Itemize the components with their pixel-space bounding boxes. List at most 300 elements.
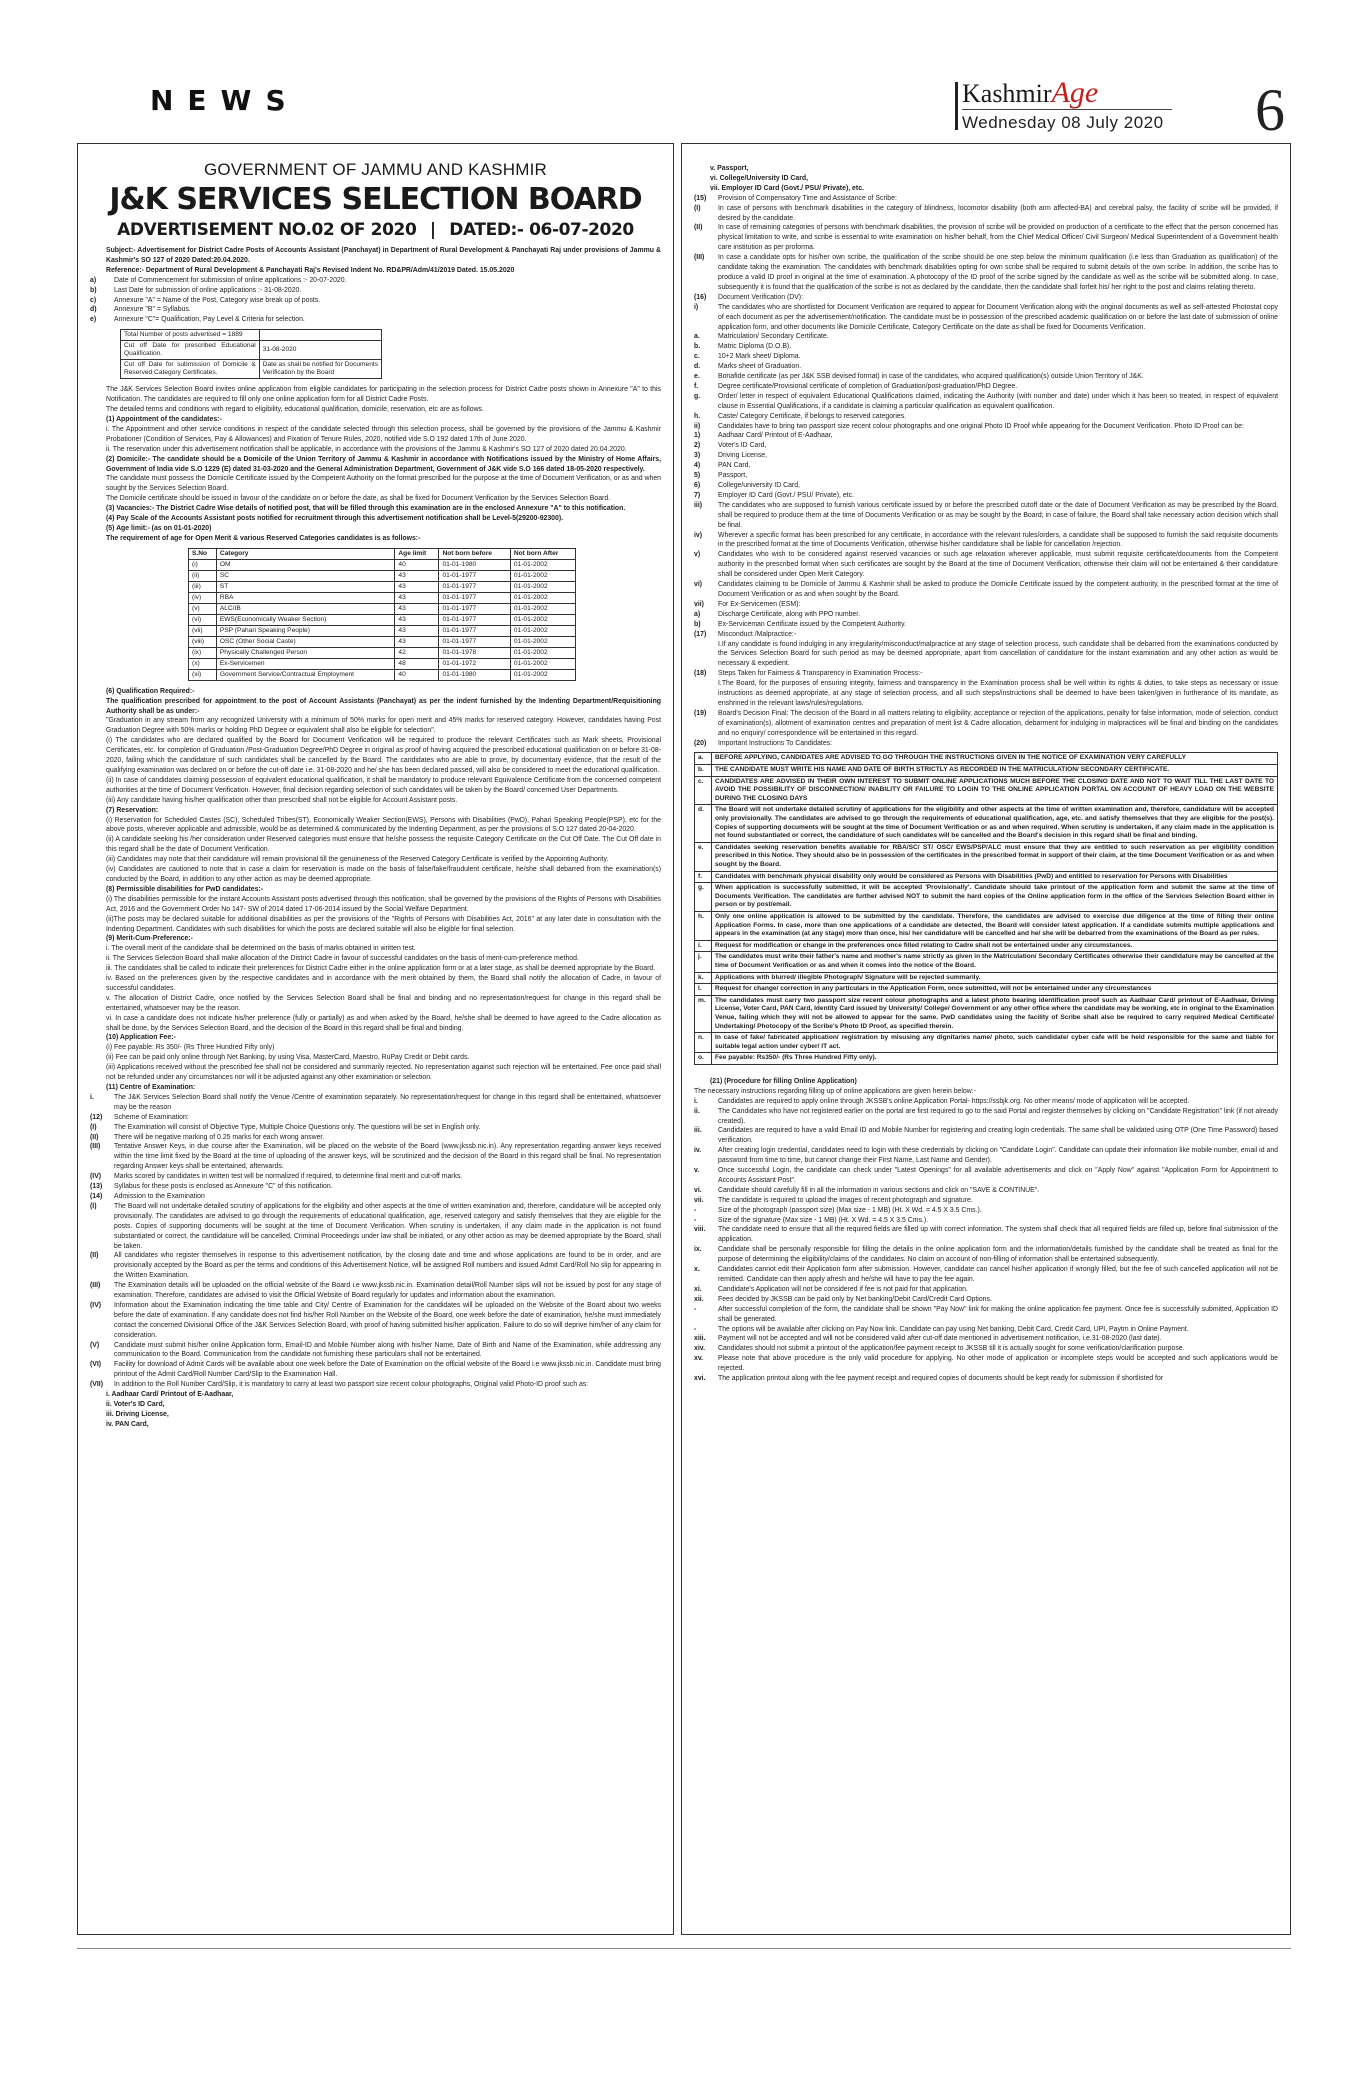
left-paragraph: (i) Fee payable: Rs 350/- (Rs Three Hundred Fifty only) (106, 1044, 275, 1052)
left-item (90, 1202, 661, 1252)
right-item-text: Employer ID Card (Govt./ PSU/ Private), etc. (718, 491, 854, 499)
left-item-text: Tentative Answer Keys, in due course after the Examination, will be placed on the website of the Board (www.jkssb.nic.in). Any representation regarding answer keys received within the time limit fixed by the Board at the time of uploading of the answer keys, will be scrutinized and the decision of the Board in this regard shall be final. No representation regarding Answer keys shall be entertained, afterwards. (114, 1143, 661, 1171)
procedure-item-text: Please note that above procedure is the only valid procedure for applying. No other mode of application or incomplete steps would be accepted and such applications would be rejected. (718, 1355, 1278, 1373)
instruction-key: j. (695, 952, 712, 972)
right-item-text: PAN Card, (718, 462, 751, 470)
procedure-item-text: The candidate is required to upload the images of recent photograph and signature. (718, 1196, 973, 1204)
instruction-text: Candidates with benchmark physical disability only would be considered as Persons with Disabilities (PwD) and entitled to reservation for Persons with Disabilities (712, 871, 1278, 883)
left-item-key: i. (90, 1093, 94, 1101)
procedure-item-text: Candidate should carefully fill in all the information in various sections and click on "SAVE & CONTINUE". (718, 1186, 1040, 1194)
instruction-row (695, 765, 1278, 777)
left-item-text: The Examination details will be uploaded on the official website of the Board i.e www.jkssb.nic.in. Examination detail/Roll Number slips will not be issued by post for any stage of examination. Therefore, candidates are advised to visit the Official Website of Board regularly for updates and information about the examination. (114, 1282, 661, 1300)
procedure-item-text: Candidates cannot edit their Application form after submission. However, candidate can cancel his/her application if wrongly filled, but the fee of such cancelled application will not be remitted. Candidate can then apply afresh and he/she will have to pay the fee again. (718, 1266, 1278, 1283)
left-paragraph: (ii) Fee can be paid only online through Net Banking, by using Visa, MasterCard, Maestro, RuPay Credit or Debit cards. (106, 1054, 470, 1062)
instruction-row (695, 911, 1278, 940)
advertisement-left-column (77, 143, 674, 1935)
age-cell: (viii) (189, 636, 217, 647)
procedure-item-text: Candidates are required to apply online through JKSSB's online Application Portal- https://ssbjk.org. No other means/ mode of application will be accepted. (718, 1097, 1190, 1105)
age-cell: (x) (189, 658, 217, 669)
intro-paragraph: (1) Appointment of the candidates:- (106, 415, 222, 423)
procedure-intro: The necessary instructions regarding filling up of online applications are given herein below:- (694, 1087, 976, 1095)
left-item-key: (III) (90, 1143, 101, 1151)
procedure-item (694, 1344, 1278, 1354)
right-item-key: vii) (694, 600, 704, 608)
intro-paragraph: ii. The reservation under this advertisement notification shall be applicable, in accordance with the provisions of the Jammu & Kashmir's SO 127 of 2020 dated 20.04.2020. (106, 445, 627, 453)
age-cell: 01-01-2002 (510, 658, 575, 669)
right-item (694, 412, 1278, 422)
date-item-text: Annexure "B" = Syllabus. (114, 306, 191, 314)
left-item (90, 1192, 661, 1202)
intro-paragraph: The detailed terms and conditions with regard to eligibility, educational qualification, domicile, reservation, etc are as follows. (106, 406, 484, 414)
photo-id-item: ii. Voter's ID Card, (106, 1401, 165, 1408)
age-cell: OSC (Other Social Caste) (216, 636, 395, 647)
right-item (694, 709, 1278, 739)
age-cell: 01-01-2002 (510, 559, 575, 570)
right-item-text: Candidates have to bring two passport size recent colour photographs and one original Photo ID Proof while appearing for the Document Verification. Photo ID Proof can be: (718, 422, 1244, 430)
procedure-item-key: xvi. (694, 1375, 706, 1383)
left-item-key: (II) (90, 1252, 99, 1260)
right-item (694, 491, 1278, 501)
age-cell: 43 (395, 570, 439, 581)
procedure-item-text: Candidates are required to have a valid Email ID and Mobile Number for registering and creating login credentials. The same shall be validated using OTP (One Time Password) based verification. (718, 1127, 1278, 1145)
intro-paragraph: (4) Pay Scale of the Accounts Assistant posts notified for recruitment through this advertisement notification shall be Level-5(29200-92300). (106, 515, 564, 523)
posts-cell: Cut off Date for submission of Domicile & Reserved Category Certificates. (121, 360, 260, 379)
procedure-item-key: ii. (694, 1107, 700, 1115)
procedure-item-text: Candidate shall be personally responsible for filling the details in the online application form and the information/details furnished by the candidate shall be treated as final for the purpose of determining the eligibility/claims of the candidates. No claim on account of non-filling of information shall be entertained subsequently. (718, 1246, 1278, 1264)
procedure-item-text: Payment will not be accepted and will not be considered valid after cut-off date mentioned in advertisement notification, i.e.31-08-2020 (last date). (718, 1335, 1162, 1343)
right-item (694, 550, 1278, 580)
age-row (189, 647, 576, 658)
brand-rule (962, 109, 1172, 110)
instruction-row (695, 883, 1278, 912)
left-item-text: The Examination will consist of Objective Type, Multiple Choice Questions only. The questions will be set in English only. (114, 1123, 481, 1131)
right-item-key: a) (694, 610, 701, 618)
procedure-item (694, 1265, 1278, 1285)
photo-id-list-continued (694, 164, 1278, 194)
right-item-key: (19) (694, 709, 707, 717)
left-paragraph: ii. The Services Selection Board shall make allocation of the District Cadre in favour of successful candidates on the basis of merit-cum-preference method. (106, 955, 579, 963)
procedure-title: (21) (Procedure for filling Online Application) (710, 1077, 857, 1085)
right-item (694, 253, 1278, 293)
dates-list (90, 276, 661, 326)
right-item-key: f. (694, 382, 699, 390)
instruction-key: g. (695, 883, 712, 912)
date-item-text: Date of Commencement for submission of online applications :- 20-07-2020. (114, 276, 347, 284)
left-item-text: Admission to the Examination (114, 1192, 205, 1200)
left-item-text: Syllabus for these posts is enclosed as Annexure "C" of this notification. (114, 1183, 333, 1191)
left-paragraph: (iii) Any candidate having his/her qualification other than prescribed shall not be eligible for Account Assistant posts. (106, 796, 458, 804)
instruction-row (695, 805, 1278, 842)
instruction-text: Fee payable: Rs350/- (Rs Three Hundred Fifty only). (712, 1053, 1278, 1065)
posts-cell: Date as shall be notified for Documents Verification by the Board (259, 360, 381, 379)
intro-paragraphs (90, 385, 661, 544)
right-item-text: Wherever a specific format has been prescribed for any certificate, in accordance with the relevant rules/orders, a candidate shall be supposed to furnish the said requisite documents in the prescribed format at the time of Documents Verification, otherwise his/her candidature shall be liable for cancellation /rejection. (718, 531, 1278, 549)
age-cell: 01-01-1977 (439, 625, 510, 636)
left-item-key: (IV) (90, 1301, 102, 1309)
right-item (694, 332, 1278, 342)
photo-id-item: vi. College/University ID Card, (710, 174, 809, 182)
left-item-key: (VII) (90, 1381, 104, 1389)
left-paragraph: vi. In case a candidate does not indicate his/her preference (fully or partially) as and when asked by the Board, he/she shall be deemed to have agreed to the Cadre allocation as shall be done, by the Services Selection Board, and the decision of the Board in this regard shall be final and binding. (106, 1014, 661, 1032)
instruction-text: When application is successfully submitted, it will be accepted 'Provisionally'. Candidate should take printout of the application form and submit the same at the time of Documents Verification. The candidates are further advised NOT to submit the hard copies of the Online application form in the office of the Services Selection Board either in person or by post/email. (712, 883, 1278, 912)
date-item (90, 315, 661, 325)
right-item-text: Board's Decision Final: The decision of the Board in all matters relating to eligibility, acceptance or rejection of the applications, penalty for false information, mode of selection, conduct of examination(s), allotment of examination centres and preparation of merit list & Cadre allocation, debarment for indulging in malpractices will be final and binding on the candidates and no enquiry/ correspondence will be entertained in this regard. (718, 709, 1278, 737)
right-item-key: 2) (694, 442, 701, 450)
age-header-cell: Not born After (510, 548, 575, 559)
procedure-item-key: iv. (694, 1147, 702, 1155)
age-cell: 42 (395, 647, 439, 658)
age-row (189, 614, 576, 625)
age-cell: 01-01-1977 (439, 581, 510, 592)
left-paragraph: The qualification prescribed for appointment to the post of Account Assistants (Panchayat) as per the indent furnished by the Indenting Department/Requisitioning Authority shall be as under:- (106, 697, 661, 715)
right-item (694, 293, 1278, 303)
left-item-key: (14) (90, 1192, 103, 1200)
right-item-key: a. (694, 333, 700, 341)
right-item (694, 362, 1278, 372)
procedure-item-text: The application printout along with the fee payment receipt and required copies of documents should be kept ready for submission if shortlisted for (718, 1375, 1164, 1383)
date-item-key: a) (90, 276, 97, 284)
age-cell: RBA (216, 592, 395, 603)
left-paragraph: iii. The candidates shall be called to indicate their preferences for District Cadre either in the online application form or at a later stage, as shall be deemed appropriate by the Board. (106, 965, 656, 973)
right-item (694, 610, 1278, 620)
age-cell: (ix) (189, 647, 217, 658)
age-cell: 01-01-2002 (510, 625, 575, 636)
instruction-row (695, 984, 1278, 996)
right-item-text: Matriculation/ Secondary Certificate. (718, 333, 829, 341)
age-row (189, 669, 576, 680)
instruction-key: i. (695, 940, 712, 952)
age-cell: SC (216, 570, 395, 581)
age-row (189, 636, 576, 647)
government-line: GOVERNMENT OF JAMMU AND KASHMIR (203, 160, 548, 179)
advertisement-header (90, 160, 661, 240)
procedure-item-text: Size of the photograph (passport size) (Max size - 1 MB) (Ht. X Wd. = 4.5 X 3.5 Cms.). (718, 1206, 982, 1214)
procedure-item (694, 1374, 1278, 1384)
right-item-text: Candidates claiming to be Domicile of Jammu & Kashmir shall be asked to produce the Domicile Certificate issued by the competent authority, in the prescribed format at the time of Document Verification or as and when sought by the Board. (718, 581, 1278, 598)
right-item-key: (20) (694, 739, 707, 747)
left-paragraph: (iv) Candidates are cautioned to note that in case a claim for reservation is made on the basis of false/fake/fraudulent certificate, he/she shall debarred from the examination(s) conducted by the Board, in addition to any other action as may be deemed appropriate. (106, 866, 661, 883)
procedure-item-text: After successful completion of the form, the candidate shall be shown "Pay Now" link for making the online application fee payment. Once fee is successfully submitted, Application ID shall be generated. (718, 1305, 1278, 1323)
age-cell: 01-01-2002 (510, 603, 575, 614)
left-paragraph: (6) Qualification Required:- (106, 687, 195, 695)
left-item (90, 1251, 661, 1281)
intro-paragraph: The requirement of age for Open Merit & various Reserved Categories candidates is as follows:- (106, 534, 421, 542)
age-cell: (iv) (189, 592, 217, 603)
right-item (694, 223, 1278, 253)
important-instructions-table (694, 752, 1278, 1064)
right-item-text: For Ex-Servicemen (ESM): (718, 600, 801, 608)
right-item-key: b) (694, 620, 701, 628)
age-cell: (xi) (189, 669, 217, 680)
age-cell: (i) (189, 559, 217, 570)
right-item-key: (III) (694, 254, 705, 262)
date-item (90, 276, 661, 286)
right-item-key: 7) (694, 491, 701, 499)
left-item (90, 1182, 661, 1192)
procedure-item (694, 1206, 1278, 1216)
age-cell: 01-01-1980 (439, 559, 510, 570)
left-paragraph: i. The overall merit of the candidate shall be determined on the basis of marks obtained in written test. (106, 945, 416, 953)
procedure-item (694, 1097, 1278, 1107)
posts-row (121, 360, 382, 379)
procedure-item-key: viii. (694, 1226, 706, 1234)
left-item-key: (I) (90, 1202, 97, 1210)
procedure-item (694, 1186, 1278, 1196)
right-item-key (694, 640, 718, 670)
left-item-key: (IV) (90, 1173, 102, 1181)
procedure-item-key: x. (694, 1266, 700, 1274)
right-item-key: 1) (694, 432, 701, 440)
age-cell: 01-01-1972 (439, 658, 510, 669)
brand-logo (962, 76, 1182, 109)
posts-row (121, 341, 382, 360)
age-cell: 01-01-1978 (439, 647, 510, 658)
right-item-key: (16) (694, 293, 707, 301)
date-item-key: e) (90, 316, 97, 324)
procedure-item-key: v. (694, 1167, 700, 1175)
brand-block (962, 76, 1182, 133)
right-item (694, 630, 1278, 640)
procedure-item-key: xii. (694, 1295, 704, 1303)
advertisement-date: DATED:- 06-07-2020 (449, 220, 634, 240)
left-item-key: (12) (90, 1113, 103, 1121)
age-row (189, 570, 576, 581)
left-paragraph: (11) Centre of Examination: (106, 1084, 196, 1091)
advertisement-right-column (681, 143, 1291, 1935)
procedure-item-key: - (694, 1305, 697, 1313)
instruction-key: a. (695, 753, 712, 765)
intro-paragraph: (3) Vacancies:- The District Cadre Wise details of notified post, that will be filled through this examination are in the enclosed Annexure "A" to this notification. (106, 505, 626, 513)
right-item (694, 194, 1278, 204)
instruction-key: d. (695, 805, 712, 842)
photo-id-item: iv. PAN Card, (106, 1420, 149, 1428)
right-item-text: Degree certificate/Provisional certificate of completion of Graduation/post-graduation/PhD Degree. (718, 382, 1018, 390)
date-item (90, 296, 661, 306)
right-item-text: In case of remaining categories of persons with benchmark disabilities, the provision of scribe will be provided on production of a certificate to the effect that the person concerned has physical limitation to write, and scribe is essential to write examination on his/her behalf, from the Chief Medical Officer/ Civil Surgeon/ Medical Superintendent of a Government health care institution as per proforma. (718, 224, 1278, 252)
instruction-key: o. (695, 1053, 712, 1065)
instruction-key: n. (695, 1033, 712, 1053)
right-item (694, 580, 1278, 600)
right-item-text: Order/ letter in respect of equivalent Educational Qualifications claimed, indicating the Authority (with number and date) under which it has been so treated, in respect of equivalent clause in Essential Qualifications, if a candidate is claiming a particular qualification as equivalent qualification. (718, 392, 1278, 410)
procedure-item-text: Fees decided by JKSSB can be paid only by Net banking/Debit Card/Credit Card Options. (718, 1295, 992, 1303)
left-item-text: Scheme of Examination: (114, 1113, 189, 1121)
right-item-text: Matric Diploma (D.O.B). (718, 343, 792, 351)
right-item (694, 352, 1278, 362)
left-paragraph: iv. Based on the preferences given by the respective candidates and in accordance with the merit obtained by them, the Board shall notify the allocation of Cadre, in favour of successful candidates. (106, 975, 661, 992)
left-item (90, 1133, 661, 1143)
right-item (694, 441, 1278, 451)
instruction-text: The candidates must write their father's name and mother's name strictly as given in the Matriculation/ Secondary Certificates otherwise their candidature may be cancelled at the time of Document Verification or as and when it comes into the notice of the Board. (712, 952, 1278, 972)
instruction-row (695, 1053, 1278, 1065)
brand-divider (955, 82, 958, 130)
left-item (90, 1380, 661, 1390)
right-item (694, 303, 1278, 333)
procedure-item-text: After creating login credential, candidates need to login with these credentials by clicking on "Candidate Login". Candidate can update their information like mobile number, email id and password from time to time, but cannot change their First Name, Last Name and Gender). (718, 1147, 1278, 1165)
right-item (694, 620, 1278, 630)
left-paragraph: (iii) Applications received without the prescribed fee shall not be considered and summarily rejected. No representation against such rejection will be entertained. Fee once paid shall not be refunded under any circumstances nor will it be adjusted against any other examination or selection. (106, 1064, 661, 1082)
right-item-text: The candidates who are supposed to furnish various certificate issued by or before the prescribed cutoff date or the date of Document Verification as may be prescribed by the Board, shall be required to produce them at the time of Documents Verification or as may be sought by the Board; in case of failure, the Board shall take necessary action decision which shall be final. (718, 501, 1278, 529)
age-cell: (vi) (189, 614, 217, 625)
right-item-key: (18) (694, 670, 707, 678)
intro-paragraph: The candidate must possess the Domicile Certificate issued by the Competent Authority on the format prescribed for the purpose at the time of Document Verification, or as and when sought by the Services Selection Board. (106, 475, 661, 493)
instruction-text: Request for change/ correction in any particulars in the Application Form, once submitted, will not be entertained under any circumstances (712, 984, 1278, 996)
date-item-key: c) (90, 296, 97, 304)
age-cell: 01-01-1977 (439, 614, 510, 625)
section-title: NEWS (150, 84, 300, 117)
left-item-text: Facility for download of Admit Cards will be available about one week before the Date of Examination on the official website of the Board i.e www.jkssb.nic.in. Candidate must bring printout of the Admit Card/Roll Number Card/Slip to the Examination Hall. (114, 1361, 661, 1379)
procedure-item (694, 1107, 1278, 1127)
left-paragraph: (8) Permissible disabilities for PwD candidates:- (106, 885, 263, 893)
posts-table (120, 329, 382, 379)
left-item (90, 1093, 661, 1113)
left-item (90, 1341, 661, 1361)
right-item-text: Driving License, (718, 452, 768, 460)
intro-paragraph: (5) Age limit:- (as on 01-01-2020) (106, 524, 212, 532)
procedure-item (694, 1225, 1278, 1245)
age-cell: 01-01-1977 (439, 636, 510, 647)
procedure-item (694, 1334, 1278, 1344)
date-item-text: Annexure "C"= Qualification, Pay Level & Criteria for selection. (114, 316, 305, 324)
procedure-item-key: i. (694, 1097, 698, 1105)
right-item-text: 10+2 Mark sheet/ Diploma. (718, 353, 801, 361)
instruction-text: Only one online application is allowed to be submitted by the candidate. Therefore, the candidates are advised to exercise due diligence at the time of filling their online Application Forms. In case, more than one applications of a candidate are detected, the Board will consider latest application. If a candidate submits multiple applications and appears in the examination (at any stage) more than once, his/ her candidature will be cancelled and he/ she will be debarred from the examinations of the Board as per rules. (712, 911, 1278, 940)
age-row (189, 625, 576, 636)
right-item-text: I.The Board, for the purposes of ensuring integrity, fairness and transparency in the Examination process shall be well within its rights & duties, to take steps as necessary or issue instructions as deemed appropriate, at any stage of selection process, and all such steps/instructions shall be deemed to have been taken/given in furtherance of its mandate, as enshrined in the relevant laws/rules/regulations. (718, 680, 1278, 707)
right-item-text: I.If any candidate is found indulging in any irregularity/misconduct/malpractice at any stage of selection process, such candidate shall be debarred from the examinations conducted by the Services Selection Board for such period as may be deemed appropriate, apart from cancellation of candidature for the instant examination and any other action as would be necessary & expedient. (718, 640, 1278, 668)
right-item-text: Steps Taken for Fairness & Transparency in Examination Process:- (718, 670, 923, 678)
instruction-row (695, 940, 1278, 952)
posts-row (121, 330, 382, 341)
instruction-text: CANDIDATES ARE ADVISED IN THEIR OWN INTEREST TO SUBMIT ONLINE APPLICATIONS MUCH BEFORE THE CLOSING DATE AND NOT TO WAIT TILL THE LAST DATE TO AVOID THE POSSIBILITY OF DISCONNECTION/ INABILITY OR FAILURE TO LOGIN TO THE ONLINE APPLICATION PORTAL ON ACCOUNT OF HEAVY LOAD ON THE WEBSITE DURING THE CLOSING DAYS (712, 776, 1278, 805)
procedure-item (694, 1126, 1278, 1146)
instruction-row (695, 1033, 1278, 1053)
right-item-text: In case of persons with benchmark disabilities in the category of blindness, locomotor disability (both arm affected-BA) and cerebral palsy, the facility of scribe will be provided, if desired by the candidate. (718, 204, 1278, 222)
advertisement-number: ADVERTISEMENT NO.02 OF 2020 (117, 220, 417, 240)
age-cell: 01-01-2002 (510, 669, 575, 680)
date-item-key: b) (90, 286, 97, 294)
procedure-item-text: The Candidates who have not registered earlier on the portal are first required to go to the said Portal and register themselves by clicking on "Candidate Registration" link (if not already created). (718, 1107, 1278, 1125)
issue-date: Wednesday 08 July 2020 (962, 113, 1164, 132)
age-row (189, 603, 576, 614)
intro-paragraph: (2) Domicile:- The candidate should be a Domicile of the Union Territory of Jammu & Kashmir in accordance with Notifications issued by the Ministry of Home Affairs, Government of India vide S.O 1229 (E) dated 31-03-2020 and the General Administration Department, Government of J&K vide S.O 166 dated 18-05-2020 respectively. (106, 455, 661, 473)
brand-logo-main: Kashmir (962, 79, 1052, 108)
age-cell: 43 (395, 636, 439, 647)
left-paragraph: "Graduation in any stream from any recognized University with a minimum of 50% marks for open merit and 45% marks for reserved category. However, candidates having Post Graduation Degree with 50% marks or holding PhD Degree or equivalent shall also be eligible for selection". (106, 717, 661, 735)
instruction-text: Candidates seeking reservation benefits available for RBA/SC/ ST/ OSC/ EWS/PSP/ALC must ensure that they are entitled to such reservation as per eligibility condition prescribed in this Notice. They should also be in possession of the certificates in the prescribed format in support of their claim, at the time Document Verification or as and when sought by the Board. (712, 842, 1278, 871)
instruction-key: m. (695, 995, 712, 1032)
left-numbered-items (90, 1093, 661, 1390)
reference: Reference:- Department of Rural Development & Panchayati Raj's Revised Indent No. RD&PR/Adm/41/2019 Dated. 15.05.2020 (106, 266, 515, 274)
left-item-key: (III) (90, 1282, 101, 1290)
left-item (90, 1281, 661, 1301)
right-item-key: b. (694, 343, 701, 351)
right-item (694, 501, 1278, 531)
instruction-row (695, 753, 1278, 765)
age-row (189, 559, 576, 570)
age-row (189, 581, 576, 592)
left-paragraph: (7) Reservation: (106, 806, 159, 814)
right-item (694, 382, 1278, 392)
footer-rule (77, 1948, 1291, 1949)
left-item-text: All candidates who register themselves in response to this advertisement notification, by the closing date and time and whose applications are found to be in order, and are provisionally accepted by the Board as per the terms and conditions of this Advertisement Notice, will be assigned Roll numbers and issued Admit Card/Roll No slip for appearing in the Written Examination. (114, 1252, 661, 1280)
left-item-key: (13) (90, 1183, 103, 1191)
procedure-item-key: xi. (694, 1285, 702, 1293)
right-item-key: vi) (694, 581, 703, 589)
right-item-key: iv) (694, 531, 703, 539)
right-item-text: The candidates who are shortlisted for Document Verification are required to appear for Document Verification along with the original documents as well as self-attested Photostat copy of each document as per the advertisement/notification. The candidate must be in possession of the prescribed academic qualification on or before the last date of submission of online application form, and other documents like Domicile Certificate, Category Certificate on the date as shall be fixed for Documents Verification. (718, 303, 1278, 331)
procedure-item-text: Once successful Login, the candidate can check under "Latest Openings" for all available advertisements and click on "Apply Now" against "Application Form for Appointment to Accounts Assistant Post". (718, 1167, 1278, 1184)
procedure-item-key: vi. (694, 1186, 702, 1194)
procedure-item (694, 1354, 1278, 1374)
intro-paragraph: The J&K Services Selection Board invites online application from eligible candidates for participating in the selection process for District Cadre posts shown in Annexure "A" to this Notification. The candidates are required to fill only one online application form for all District Cadre Posts. (106, 386, 661, 404)
left-item (90, 1113, 661, 1123)
left-paragraph: v. The allocation of District Cadre, once notified by the Services Selection Board shall be final and binding and no representation/request for change in this regard shall be entertained, whatsoever may be the reason. (106, 994, 661, 1012)
procedure-item-text: Size of the signature (Max size - 1 MB) (Ht. X Wd. = 4.5 X 3.5 Cms.). (718, 1216, 929, 1224)
right-item (694, 342, 1278, 352)
left-item (90, 1301, 661, 1341)
instruction-row (695, 995, 1278, 1032)
age-cell: Ex-Servicemen (216, 658, 395, 669)
posts-cell: Cut off Date for prescribed Educational Qualification. (121, 341, 260, 360)
instruction-row (695, 871, 1278, 883)
right-item (694, 204, 1278, 224)
instruction-row (695, 842, 1278, 871)
right-item (694, 669, 1278, 679)
procedure-item-text: The candidate need to ensure that all the required fields are filled up with correct information. The system shall check that all required fields are filled up, before final submission of the application. (718, 1226, 1278, 1244)
left-item-text: The J&K Services Selection Board shall notify the Venue /Centre of examination separately. No representation/request for change in this regard shall be entertained, whatsoever may be the reason (114, 1093, 661, 1111)
procedure-item (694, 1285, 1278, 1295)
instruction-row (695, 776, 1278, 805)
age-cell: 48 (395, 658, 439, 669)
left-paragraph: (i) The candidates who are declared qualified by the Board for Document Verification will be required to produce the relevant Certificates such as Mark sheets, Provisional Certificates, etc. for completion of Graduation /Post-Graduation Degree/PhD Degree in original as proof of having acquired the prescribed educational qualification on or before 31-08-2020, failing which the candidature of such candidates shall be cancelled by the Board. The candidates who are able to prove, by documentary evidence, that the result of the qualifying examination was declared on or before the cut-off date i.e. 31-08-2020 and he/ she has been declared passed, will also be considered to meet the educational qualification. (106, 737, 662, 774)
age-cell: 43 (395, 592, 439, 603)
procedure-item (694, 1216, 1278, 1226)
right-item-text: Bonafide certificate (as per J&K SSB devised format) in case of the candidates, who acquired qualification(s) outside Union Territory of J&K. (718, 373, 1144, 381)
left-item (90, 1142, 661, 1172)
left-paragraph: (10) Application Fee:- (106, 1034, 176, 1042)
instruction-key: e. (695, 842, 712, 871)
right-item-key: h. (694, 412, 701, 420)
age-cell: 01-01-1977 (439, 570, 510, 581)
right-item-key: 6) (694, 482, 701, 489)
left-item-key: (VI) (90, 1361, 102, 1369)
date-item (90, 305, 661, 315)
left-paragraph: (iii) Candidates may note that their candidature will remain provisional till the genuineness of the Reserved Category Certificate is verified by the Appointing Authority. (106, 856, 609, 864)
right-body-items (694, 194, 1278, 749)
brand-logo-accent: Age (1051, 76, 1099, 109)
procedure-item-text: Candidate's Application will not be considered if fee is not paid for that application. (718, 1285, 968, 1293)
left-body-paragraphs (90, 687, 661, 1093)
right-item (694, 531, 1278, 551)
procedure-item (694, 1305, 1278, 1325)
procedure-item (694, 1196, 1278, 1206)
date-item-text: Last Date for submission of online applications :- 31-08-2020. (114, 286, 302, 294)
instruction-key: k. (695, 972, 712, 984)
right-item-key: (I) (694, 204, 701, 212)
instruction-key: b. (695, 765, 712, 777)
photo-id-item: iii. Driving License, (106, 1410, 169, 1418)
left-item-text: The Board will not undertake detailed scrutiny of applications for the eligibility and other aspects at the time of written examination and, therefore, candidature will be accepted only provisionally. The candidates are advised to go through the requirements of educational qualification, age, reserved category and satisfy themselves that they are eligible for the posts. Copies of supporting documents will be sought at the time of Document Verification. When scrutiny is undertaken, if any claim made in the application is not found substantiated or correct, the candidature will be cancelled, Criminal Proceedings under law shall be initiated, or any other action as may be deemed appropriate by the Board, shall be taken. (114, 1202, 661, 1250)
left-item-key: (V) (90, 1341, 100, 1349)
procedure-item-text: Candidates should not submit a printout of the application/fee payment receipt to JKSSB till it is actually sought for some verification/clarification purpose. (718, 1345, 1185, 1353)
date-item-key: d) (90, 306, 97, 314)
posts-cell: Total Number of posts advertised = 1889 (121, 330, 260, 341)
right-item-key: (17) (694, 630, 707, 638)
left-item-text: There will be negative marking of 0.25 marks for each wrong answer. (114, 1133, 325, 1141)
age-cell: 43 (395, 603, 439, 614)
instruction-text: BEFORE APPLYING, CANDIDATES ARE ADVISED TO GO THROUGH THE INSTRUCTIONS GIVEN IN THE NOTICE OF EXAMINATION VERY CAREFULLY (712, 753, 1278, 765)
instruction-text: In case of fake/ fabricated application/ registration by misusing any dignitaries name/ photo, such candidate/ cyber cafe will be held responsible for the same and liable for suitable legal action under cyber/ IT act. (712, 1033, 1278, 1053)
